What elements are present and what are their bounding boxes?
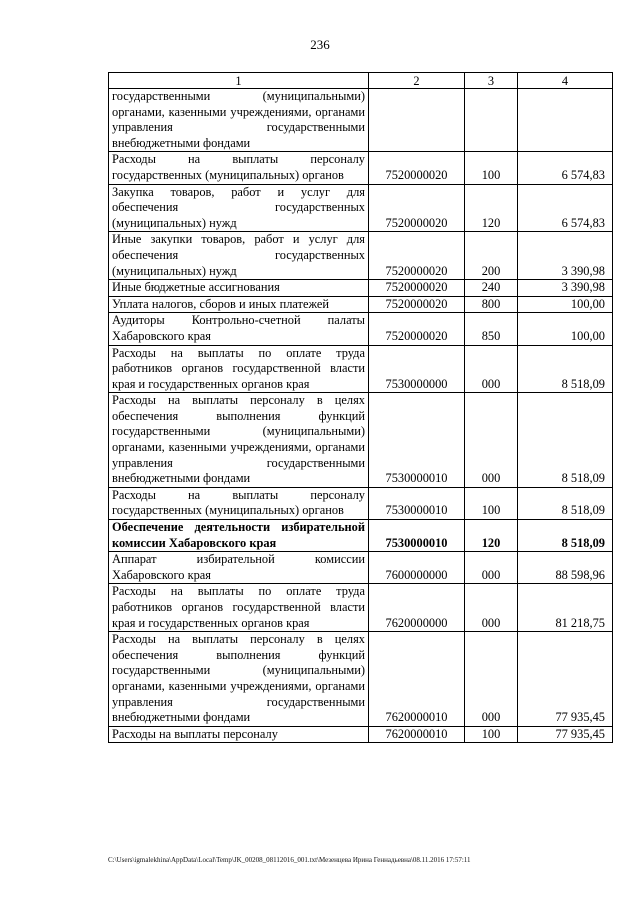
cell-sum: 77 935,45 (518, 726, 613, 743)
table-row (109, 345, 613, 393)
cell-sum: 88 598,96 (518, 552, 613, 584)
cell-sum (518, 89, 613, 152)
cell-type: 000 (465, 552, 518, 584)
cell-code: 7520000020 (369, 232, 465, 280)
table-row (109, 280, 613, 297)
header-col-1: 1 (109, 73, 369, 89)
header-col-2: 2 (369, 73, 465, 89)
cell-type: 800 (465, 296, 518, 313)
page-number: 236 (310, 37, 330, 52)
cell-code: 7520000020 (369, 313, 465, 345)
cell-name: Уплата налогов, сборов и иных платежей (109, 296, 369, 313)
cell-sum: 6 574,83 (518, 184, 613, 232)
cell-sum: 100,00 (518, 296, 613, 313)
header-col-3: 3 (465, 73, 518, 89)
cell-type: 240 (465, 280, 518, 297)
table-row (109, 296, 613, 313)
cell-type: 100 (465, 487, 518, 519)
cell-sum: 3 390,98 (518, 280, 613, 297)
cell-name: Расходы на выплаты по оплате труда работников органов государственной власти края и государственных органов края (109, 345, 369, 393)
table-row (109, 232, 613, 280)
cell-name: Расходы на выплаты персоналу государственных (муниципальных) органов (109, 152, 369, 184)
cell-type: 200 (465, 232, 518, 280)
cell-code (369, 89, 465, 152)
table-row (109, 632, 613, 727)
header-col-4: 4 (518, 73, 613, 89)
cell-sum: 6 574,83 (518, 152, 613, 184)
cell-type: 120 (465, 520, 518, 552)
footer-file-path: C:\Users\igmalekhina\AppData\Local\Temp\JK_00208_08112016_001.txt\Мезенцева Ирина Геннадьевна\08.11.2016 17:57:11 (108, 856, 471, 864)
cell-name: Расходы на выплаты персоналу государственных (муниципальных) органов (109, 487, 369, 519)
cell-sum: 77 935,45 (518, 632, 613, 727)
cell-type: 000 (465, 632, 518, 727)
table-row (109, 152, 613, 184)
table-row (109, 487, 613, 519)
cell-code: 7520000020 (369, 152, 465, 184)
cell-code: 7530000010 (369, 393, 465, 488)
cell-name: Расходы на выплаты персоналу (109, 726, 369, 743)
cell-code: 7620000000 (369, 584, 465, 632)
cell-sum: 8 518,09 (518, 345, 613, 393)
cell-type: 000 (465, 345, 518, 393)
cell-name: государственными (муниципальными) органами, казенными учреждениями, органами управления государственными внебюджетными фондами (109, 89, 369, 152)
cell-code: 7600000000 (369, 552, 465, 584)
cell-name: Иные закупки товаров, работ и услуг для обеспечения государственных (муниципальных) нужд (109, 232, 369, 280)
cell-name: Расходы на выплаты персоналу в целях обеспечения выполнения функций государственными (муниципальными) органами, казенными учреждениями, органами управления государственными внебюджетными фондами (109, 632, 369, 727)
cell-sum: 100,00 (518, 313, 613, 345)
cell-name: Аудиторы Контрольно-счетной палаты Хабаровского края (109, 313, 369, 345)
cell-code: 7620000010 (369, 726, 465, 743)
cell-sum: 81 218,75 (518, 584, 613, 632)
cell-name: Обеспечение деятельности избирательной комиссии Хабаровского края (109, 520, 369, 552)
cell-code: 7520000020 (369, 296, 465, 313)
cell-name: Иные бюджетные ассигнования (109, 280, 369, 297)
cell-name: Расходы на выплаты персоналу в целях обеспечения выполнения функций государственными (муниципальными) органами, казенными учреждениями, органами управления государственными внебюджетными фондами (109, 393, 369, 488)
table-row (109, 552, 613, 584)
cell-code: 7520000020 (369, 280, 465, 297)
cell-type: 850 (465, 313, 518, 345)
cell-type: 000 (465, 584, 518, 632)
budget-table (108, 72, 613, 743)
table-row (109, 520, 613, 552)
table-header-row (109, 73, 613, 89)
cell-type: 120 (465, 184, 518, 232)
cell-name: Аппарат избирательной комиссии Хабаровского края (109, 552, 369, 584)
cell-type: 000 (465, 393, 518, 488)
table-row (109, 184, 613, 232)
table-row (109, 393, 613, 488)
table-row (109, 313, 613, 345)
cell-type: 100 (465, 152, 518, 184)
cell-name: Закупка товаров, работ и услуг для обеспечения государственных (муниципальных) нужд (109, 184, 369, 232)
cell-sum: 8 518,09 (518, 393, 613, 488)
cell-sum: 8 518,09 (518, 520, 613, 552)
table-row (109, 726, 613, 743)
cell-code: 7530000010 (369, 520, 465, 552)
cell-type: 100 (465, 726, 518, 743)
table-row (109, 89, 613, 152)
cell-type (465, 89, 518, 152)
cell-name: Расходы на выплаты по оплате труда работников органов государственной власти края и государственных органов края (109, 584, 369, 632)
cell-code: 7530000010 (369, 487, 465, 519)
cell-code: 7620000010 (369, 632, 465, 727)
cell-sum: 8 518,09 (518, 487, 613, 519)
cell-code: 7530000000 (369, 345, 465, 393)
cell-sum: 3 390,98 (518, 232, 613, 280)
table-row (109, 584, 613, 632)
cell-code: 7520000020 (369, 184, 465, 232)
